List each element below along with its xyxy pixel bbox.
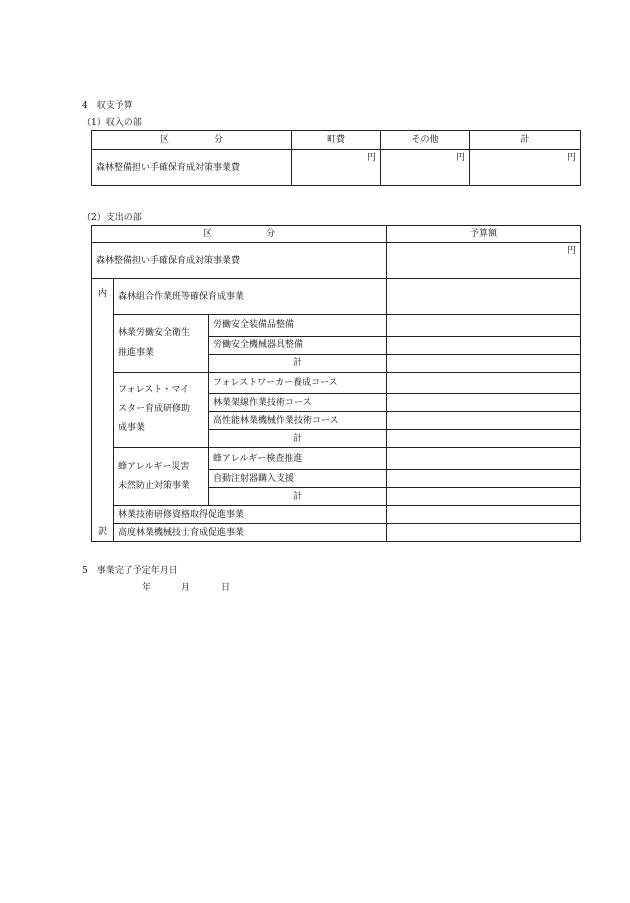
group-safety-label [114, 315, 209, 373]
budget-cell[interactable] [387, 315, 581, 337]
expense-heading: （2）支出の部 [82, 213, 142, 223]
yen-unit: 円 [567, 246, 577, 256]
item-auto-injector: 自動注射器購入支援 [209, 470, 387, 488]
group-bee-allergy-label [114, 448, 209, 506]
income-table [91, 130, 581, 186]
income-header-total: 計 [470, 131, 581, 150]
item-high-performance-machinery: 高性能林業機械作業技術コース [209, 412, 387, 430]
income-header-other: その他 [381, 131, 470, 150]
yen-unit: 円 [566, 153, 576, 163]
budget-cell[interactable] [387, 506, 581, 524]
group-forest-meister-label-line1: フォレスト・マイ [118, 385, 190, 396]
budget-cell[interactable] [387, 372, 581, 394]
completion-month-label: 月 [181, 583, 191, 593]
breakdown-side-label [92, 279, 114, 542]
expense-total-cell[interactable] [387, 243, 581, 279]
group-safety-label-line1: 林業労働安全衛生 [118, 328, 191, 339]
budget-cell[interactable] [387, 394, 581, 412]
income-other-cell[interactable] [381, 150, 470, 186]
yen-unit: 円 [366, 153, 376, 163]
item-safety-equipment: 労働安全装備品整備 [209, 315, 387, 337]
income-total-cell[interactable] [470, 150, 581, 186]
expense-table [91, 225, 581, 542]
subtotal-label: 計 [209, 488, 387, 506]
section5-heading: 5 事業完了予定年月日 [82, 566, 178, 576]
budget-cell[interactable] [387, 448, 581, 470]
income-header-category: 区 分 [92, 131, 292, 150]
completion-day-label: 日 [221, 583, 231, 593]
item-cable-logging: 林業架線作業技術コース [209, 394, 387, 412]
subtotal-label: 計 [209, 430, 387, 448]
row-forestry-crew: 森林組合作業班等確保育成事業 [114, 279, 387, 315]
group-bee-allergy-label-line2: 未然防止対策事業 [118, 480, 191, 491]
income-town-cell[interactable] [292, 150, 381, 186]
group-forest-meister-label-line2: スター育成研修助 [118, 404, 191, 415]
group-bee-allergy-label-line1: 蜂アレルギー災害 [118, 461, 190, 472]
yen-unit: 円 [455, 153, 465, 163]
income-heading: （1）収入の部 [82, 118, 142, 128]
budget-cell[interactable] [387, 488, 581, 506]
income-header-town: 町費 [292, 131, 381, 150]
budget-cell[interactable] [387, 524, 581, 542]
income-row-label: 森林整備担い手確保育成対策事業費 [92, 150, 292, 186]
row-advanced-machinery-engineer: 高度林業機械技士育成促進事業 [114, 524, 387, 542]
expense-total-label: 森林整備担い手確保育成対策事業費 [92, 243, 387, 279]
uchi-char: 内 [98, 289, 108, 299]
group-forest-meister-label-line3: 成事業 [118, 423, 146, 434]
group-safety-label-line2: 推進事業 [118, 348, 155, 359]
wake-char: 訳 [98, 527, 108, 537]
budget-cell[interactable] [387, 412, 581, 430]
item-safety-machinery: 労働安全機械器具整備 [209, 336, 387, 354]
budget-cell[interactable] [387, 279, 581, 315]
section4-heading: 4 収支予算 [82, 101, 133, 111]
expense-header-budget: 予算額 [387, 226, 581, 243]
row-qualification-promotion: 林業技術研修資格取得促進事業 [114, 506, 387, 524]
group-forest-meister-label [114, 372, 209, 448]
budget-cell[interactable] [387, 430, 581, 448]
item-bee-allergy-test: 蜂アレルギー検査推進 [209, 448, 387, 470]
subtotal-label: 計 [209, 354, 387, 372]
budget-cell[interactable] [387, 336, 581, 354]
completion-year-label: 年 [142, 583, 152, 593]
item-forest-worker: フォレストワーカー養成コース [209, 372, 387, 394]
expense-header-category: 区 分 [92, 226, 387, 243]
budget-cell[interactable] [387, 354, 581, 372]
budget-cell[interactable] [387, 470, 581, 488]
